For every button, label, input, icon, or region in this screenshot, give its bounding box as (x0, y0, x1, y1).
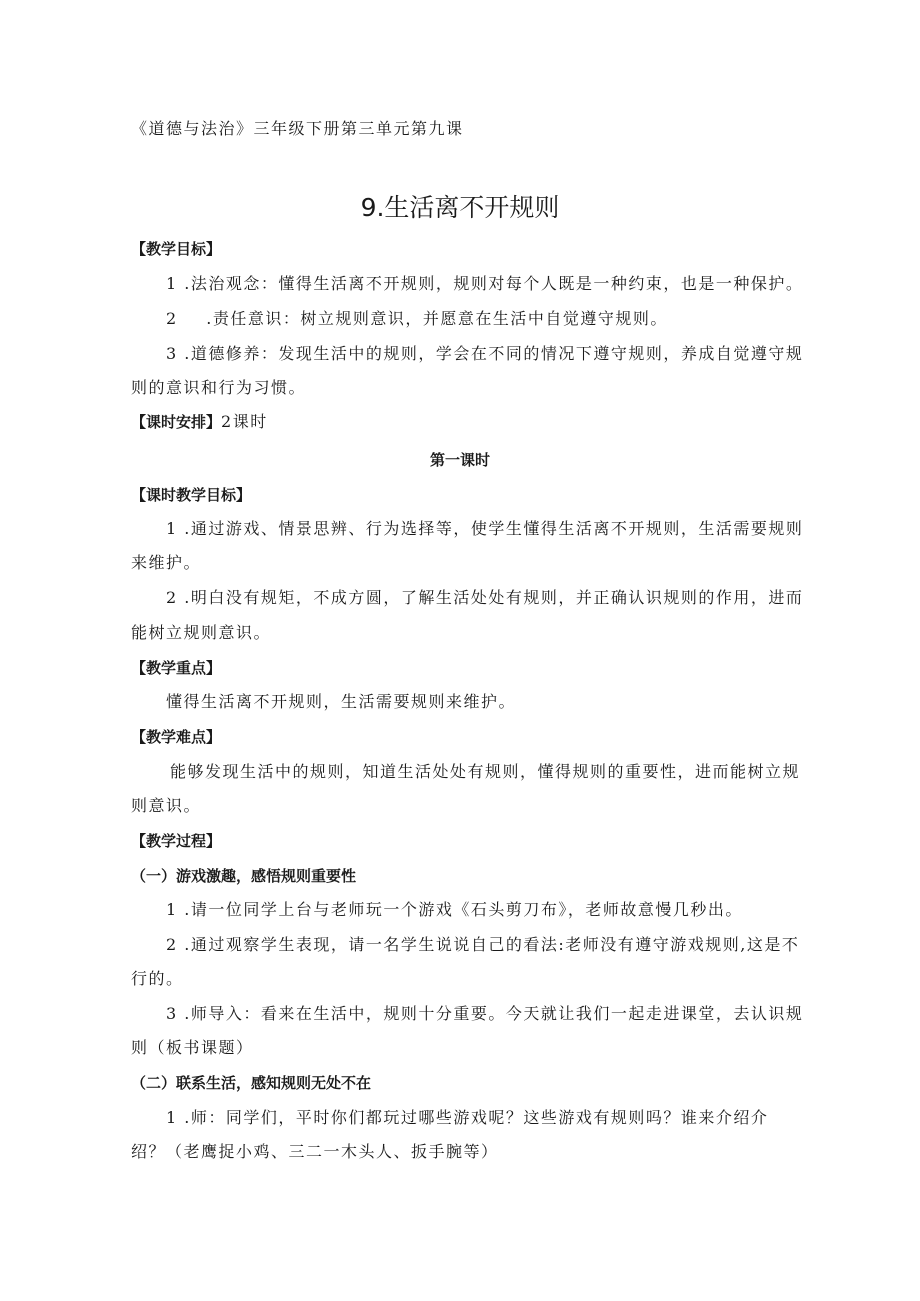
process-part2-item-1 (166, 1107, 768, 1129)
goal-item-2 (166, 308, 668, 330)
process-part1-item-1 (166, 899, 743, 921)
goal-item-3-num: 3 (166, 344, 178, 363)
goal-item-3-cont: 则的意识和行为习惯。 (131, 378, 307, 397)
goal-item-3-text: .道德修养：发现生活中的规则，学会在不同的情况下遵守规则，养成自觉遵守规 (184, 344, 804, 363)
schedule-heading: 【课时安排】 (131, 413, 222, 431)
lesson-one-title: 第一课时 (429, 451, 490, 469)
lesson-goal-item-2-text: .明白没有规矩，不成方圆，了解生活处处有规则，并正确认识规则的作用，进而 (184, 588, 804, 607)
lesson-goal-item-1-text: .通过游戏、情景思辨、行为选择等，使学生懂得生活离不开规则，生活需要规则 (184, 519, 804, 538)
process-part1-item-2 (166, 934, 799, 956)
process-part2-item-1-num: 1 (166, 1108, 178, 1127)
schedule-line (131, 411, 268, 433)
difficulty-text: 能够发现生活中的规则，知道生活处处有规则，懂得规则的重要性，进而能树立规 (170, 762, 801, 781)
key-point-text: 懂得生活离不开规则，生活需要规则来维护。 (166, 692, 517, 711)
process-part1-item-2-text: .通过观察学生表现，请一名学生说说自己的看法:老师没有遵守游戏规则,这是不 (184, 935, 800, 954)
page-title: 9.生活离不开规则 (360, 193, 560, 222)
lesson-goal-item-2 (166, 587, 803, 609)
goal-item-3 (166, 343, 803, 365)
goal-item-2-text: .责任意识：树立规则意识，并愿意在生活中自觉遵守规则。 (206, 309, 668, 328)
process-part2-item-1-text: .师：同学们，平时你们都玩过哪些游戏呢？这些游戏有规则吗？谁来介绍介 (184, 1108, 769, 1127)
process-part1-item-1-num: 1 (166, 900, 178, 919)
process-part1-heading: （一）游戏激趣，感悟规则重要性 (131, 867, 357, 885)
lesson-goal-item-1-cont: 来维护。 (131, 553, 202, 572)
course-line: 《道德与法治》三年级下册第三单元第九课 (131, 119, 464, 138)
lesson-goal-item-2-cont: 能树立规则意识。 (131, 623, 272, 642)
lesson-goal-item-1-num: 1 (166, 519, 178, 538)
process-part1-item-1-text: .请一位同学上台与老师玩一个游戏《石头剪刀布》，老师故意慢几秒出。 (184, 900, 743, 919)
section-heading-process: 【教学过程】 (131, 832, 222, 850)
goal-item-1-text: .法治观念：懂得生活离不开规则，规则对每个人既是一种约束，也是一种保护。 (184, 274, 804, 293)
process-part2-heading: （二）联系生活，感知规则无处不在 (131, 1074, 372, 1092)
process-part1-item-3-num: 3 (166, 1004, 178, 1023)
lesson-goal-item-1 (166, 518, 803, 540)
section-heading-difficulty: 【教学难点】 (131, 728, 222, 746)
section-heading-key-point: 【教学重点】 (131, 659, 222, 677)
process-part2-item-1-cont: 绍？（老鹰捉小鸡、三二一木头人、扳手腕等） (131, 1142, 499, 1161)
lesson-goal-item-2-num: 2 (166, 588, 178, 607)
process-part1-item-2-num: 2 (166, 935, 178, 954)
process-part1-item-3 (166, 1003, 803, 1025)
schedule-value: 2课时 (221, 412, 268, 431)
goal-item-2-num: 2 (166, 309, 178, 328)
process-part1-item-3-cont: 则（板书课题） (131, 1038, 254, 1057)
process-part1-item-2-cont: 行的。 (131, 969, 184, 988)
goal-item-1 (166, 273, 803, 295)
section-heading-teaching-goals: 【教学目标】 (131, 240, 222, 258)
goal-item-1-num: 1 (166, 274, 178, 293)
difficulty-text-cont: 则意识。 (131, 796, 202, 815)
process-part1-item-3-text: .师导入：看来在生活中，规则十分重要。今天就让我们一起走进课堂，去认识规 (184, 1004, 804, 1023)
section-heading-lesson-goals: 【课时教学目标】 (131, 486, 252, 504)
